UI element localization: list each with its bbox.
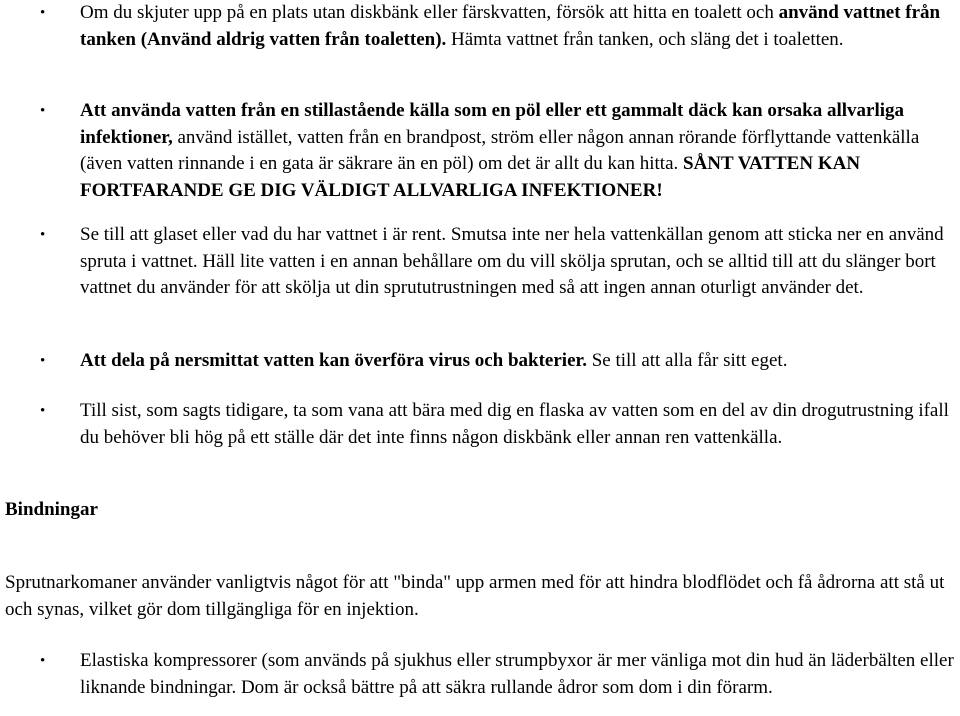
- bullet-icon: •: [40, 653, 46, 669]
- bullet-icon: •: [40, 353, 46, 369]
- item-text-tail: Hämta vattnet från tanken, och släng det i toaletten.: [446, 28, 844, 50]
- bullet-icon: •: [40, 403, 46, 419]
- item-text-bold: använd vattnet från tanken (Använd aldrig vatten från toaletten).: [80, 2, 941, 50]
- item-text-plain: Om du skjuter upp på en plats utan diskbänk eller färskvatten, försök att hitta en toalett och: [80, 2, 779, 23]
- section-paragraph: Sprutnarkomaner använder vanligtvis något för att "binda" upp armen med för att hindra blodflödet och få ådrorna att stå ut och synas, vilket gör dom tillgängliga för en injektion.: [5, 572, 945, 620]
- bullet-icon: •: [40, 5, 46, 21]
- item-text-bold: SÅNT VATTEN KAN FORTFARANDE GE DIG VÄLDIGT ALLVARLIGA INFEKTIONER!: [80, 153, 861, 201]
- list-item-text: [80, 98, 960, 204]
- item-text-plain: Se till att alla får sitt eget.: [586, 350, 788, 371]
- section-heading: Bindningar: [5, 499, 98, 520]
- bullet-icon: •: [40, 103, 46, 119]
- list-item-text: Till sist, som sagts tidigare, ta som vana att bära med dig en flaska av vatten som en del av din drogutrustning ifall du behöver bli hög på ett ställe där det inte finns någon diskbänk eller annan ren vattenkälla.: [80, 400, 949, 448]
- list-item-text: [80, 348, 960, 375]
- list-item-text: Se till att glaset eller vad du har vattnet i är rent. Smutsa inte ner hela vattenkällan genom att sticka ner en använd spruta i vattnet. Häll lite vatten i en annan behållare om du vill skölja sprutan, och se alltid till att du slänger bort vattnet du använder för att skölja ut din sprututrustningen med så att ingen annan oturligt använder det.: [80, 224, 944, 298]
- item-text-bold-lead: Att använda vatten från en stillastående källa som en pöl eller ett gammalt däck kan orsaka allvarliga infektioner,: [80, 100, 905, 148]
- bullet-icon: •: [40, 227, 46, 243]
- item-text-bold-lead: Att dela på nersmittat vatten kan överföra virus och bakterier.: [80, 350, 587, 371]
- list-item-text: Elastiska kompressorer (som används på sjukhus eller strumpbyxor är mer vänliga mot din hud än läderbälten eller liknande bindningar. Dom är också bättre på att säkra rullande ådror som dom i din förarm.: [80, 650, 954, 698]
- list-item-text: [80, 0, 960, 53]
- item-text-plain: använd istället, vatten från en brandpost, ström eller någon annan rörande förflyttande vattenkälla (även vatten rinnande i en gata är säkrare än en pöl) om det är allt du kan hitta.: [80, 126, 920, 174]
